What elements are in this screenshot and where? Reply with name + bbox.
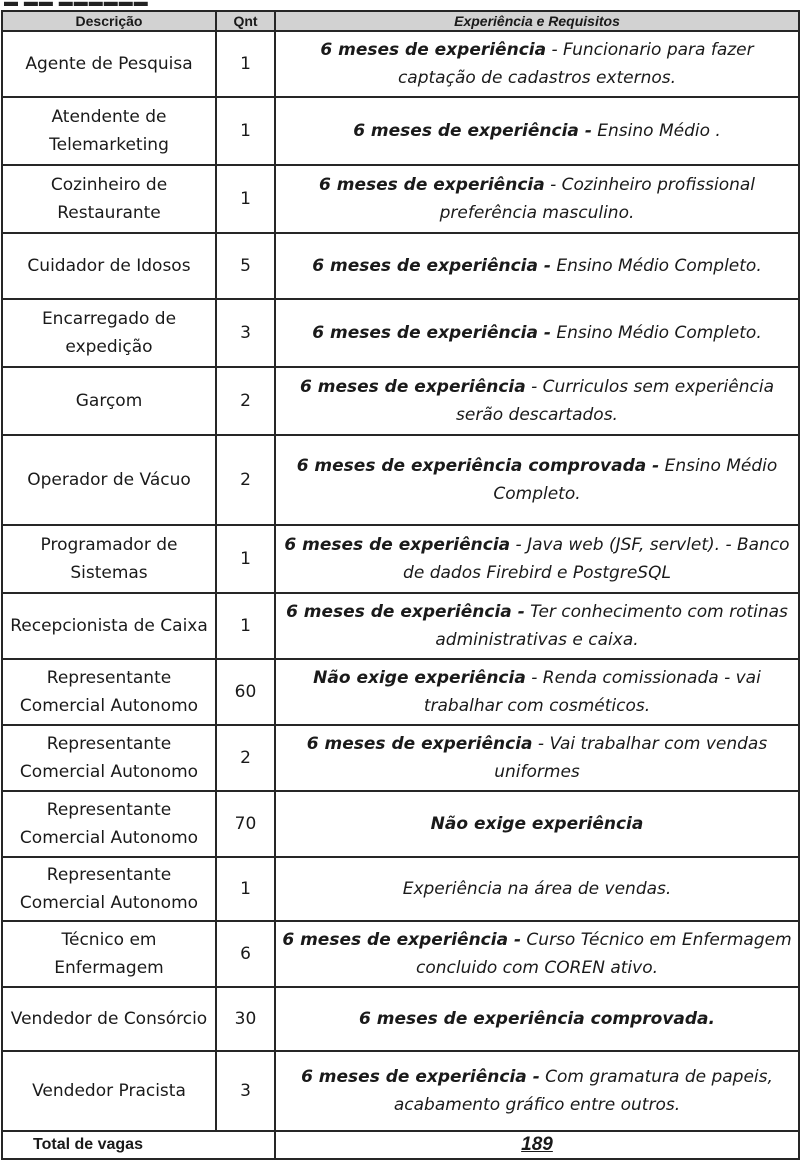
table-header-row: [2, 11, 799, 31]
table-row: [2, 525, 799, 593]
table-row: [2, 1051, 799, 1131]
header-requisitos: Experiência e Requisitos: [275, 11, 799, 31]
job-title: Representante Comercial Autonomo: [2, 857, 216, 921]
table-row: [2, 97, 799, 165]
requirement-highlight: 6 meses de experiência: [318, 175, 545, 195]
job-requirements: [275, 97, 799, 165]
requirement-detail: Experiência na área de vendas.: [402, 879, 672, 899]
job-title: Programador de Sistemas: [2, 525, 216, 593]
job-quantity: 1: [216, 97, 275, 165]
job-title: Operador de Vácuo: [2, 435, 216, 525]
job-title: Vendedor de Consórcio: [2, 987, 216, 1051]
job-requirements: [275, 725, 799, 791]
requirement-detail: Ensino Médio Completo.: [550, 323, 762, 343]
job-requirements: [275, 31, 799, 97]
requirement-detail: - Cozinheiro profissional preferência masculino.: [439, 175, 756, 223]
total-label: Total de vagas: [2, 1131, 275, 1159]
requirement-detail: Com gramatura de papeis, acabamento gráfico entre outros.: [393, 1067, 773, 1115]
requirement-detail: - Renda comissionada - vai trabalhar com cosméticos.: [423, 668, 761, 716]
table-row: [2, 987, 799, 1051]
job-requirements: [275, 857, 799, 921]
table-row: [2, 233, 799, 299]
header-qnt: Qnt: [216, 11, 275, 31]
job-requirements: [275, 299, 799, 367]
top-cropped-heading: ▬ ▬▬ ▬▬▬▬▬▬: [4, 0, 149, 9]
requirement-detail: Curso Técnico em Enfermagem concluido com COREN ativo.: [416, 930, 792, 978]
job-quantity: 30: [216, 987, 275, 1051]
job-title: Atendente de Telemarketing: [2, 97, 216, 165]
job-title: Encarregado de expedição: [2, 299, 216, 367]
requirement-highlight: 6 meses de experiência -: [282, 930, 522, 950]
job-quantity: 3: [216, 1051, 275, 1131]
requirement-highlight: 6 meses de experiência: [306, 734, 533, 754]
requirement-detail: - Vai trabalhar com vendas uniformes: [494, 734, 768, 782]
job-quantity: 6: [216, 921, 275, 987]
job-requirements: [275, 165, 799, 233]
job-quantity: 3: [216, 299, 275, 367]
job-title: Representante Comercial Autonomo: [2, 659, 216, 725]
job-title: Recepcionista de Caixa: [2, 593, 216, 659]
job-requirements: [275, 435, 799, 525]
job-requirements: [275, 233, 799, 299]
requirement-highlight: 6 meses de experiência -: [353, 121, 592, 141]
requirement-highlight: 6 meses de experiência -: [312, 323, 551, 343]
job-requirements: [275, 791, 799, 857]
job-quantity: 2: [216, 367, 275, 435]
table-row: [2, 165, 799, 233]
requirement-detail: Ter conhecimento com rotinas administrativas e caixa.: [435, 602, 788, 650]
requirement-detail: Ensino Médio Completo.: [493, 456, 778, 504]
requirement-highlight: 6 meses de experiência comprovada -: [296, 456, 660, 476]
job-requirements: [275, 659, 799, 725]
job-quantity: 1: [216, 525, 275, 593]
job-title: Cuidador de Idosos: [2, 233, 216, 299]
job-requirements: [275, 987, 799, 1051]
table-row: [2, 921, 799, 987]
requirement-highlight: 6 meses de experiência: [300, 377, 526, 397]
requirement-highlight: 6 meses de experiência -: [286, 602, 525, 622]
table-row: [2, 659, 799, 725]
table-row: [2, 593, 799, 659]
table-row: [2, 857, 799, 921]
job-title: Técnico em Enfermagem: [2, 921, 216, 987]
requirement-highlight: 6 meses de experiência -: [301, 1067, 540, 1087]
requirement-detail: - Java web (JSF, servlet). - Banco de dados Firebird e PostgreSQL: [403, 535, 790, 583]
job-quantity: 1: [216, 857, 275, 921]
job-requirements: [275, 1051, 799, 1131]
job-requirements: [275, 525, 799, 593]
job-quantity: 70: [216, 791, 275, 857]
job-vacancies-table: [1, 10, 800, 1160]
job-title: Vendedor Pracista: [2, 1051, 216, 1131]
requirement-highlight: 6 meses de experiência: [320, 40, 547, 60]
job-title: Agente de Pesquisa: [2, 31, 216, 97]
job-quantity: 1: [216, 165, 275, 233]
requirement-highlight: 6 meses de experiência -: [312, 256, 551, 276]
table-row: [2, 31, 799, 97]
requirement-detail: Ensino Médio Completo.: [550, 256, 762, 276]
job-title: Representante Comercial Autonomo: [2, 791, 216, 857]
requirement-detail: Ensino Médio .: [591, 121, 721, 141]
table-row: [2, 367, 799, 435]
requirement-highlight: Não exige experiência: [313, 668, 526, 688]
job-quantity: 2: [216, 725, 275, 791]
job-quantity: 60: [216, 659, 275, 725]
requirement-detail: - Curriculos sem experiência serão descartados.: [456, 377, 774, 425]
job-title: Garçom: [2, 367, 216, 435]
table-row: [2, 435, 799, 525]
job-quantity: 2: [216, 435, 275, 525]
total-row: [2, 1131, 799, 1159]
requirement-highlight: 6 meses de experiência: [284, 535, 511, 555]
job-title: Representante Comercial Autonomo: [2, 725, 216, 791]
table-row: [2, 299, 799, 367]
job-requirements: [275, 921, 799, 987]
requirement-highlight: Não exige experiência: [430, 814, 644, 834]
job-quantity: 5: [216, 233, 275, 299]
job-title: Cozinheiro de Restaurante: [2, 165, 216, 233]
header-descricao: Descrição: [2, 11, 216, 31]
job-requirements: [275, 367, 799, 435]
job-requirements: [275, 593, 799, 659]
job-quantity: 1: [216, 31, 275, 97]
requirement-detail: - Funcionario para fazer captação de cadastros externos.: [397, 40, 754, 88]
total-value: 189: [275, 1131, 799, 1159]
requirement-highlight: 6 meses de experiência comprovada.: [359, 1009, 715, 1029]
table-row: [2, 791, 799, 857]
table-row: [2, 725, 799, 791]
job-quantity: 1: [216, 593, 275, 659]
